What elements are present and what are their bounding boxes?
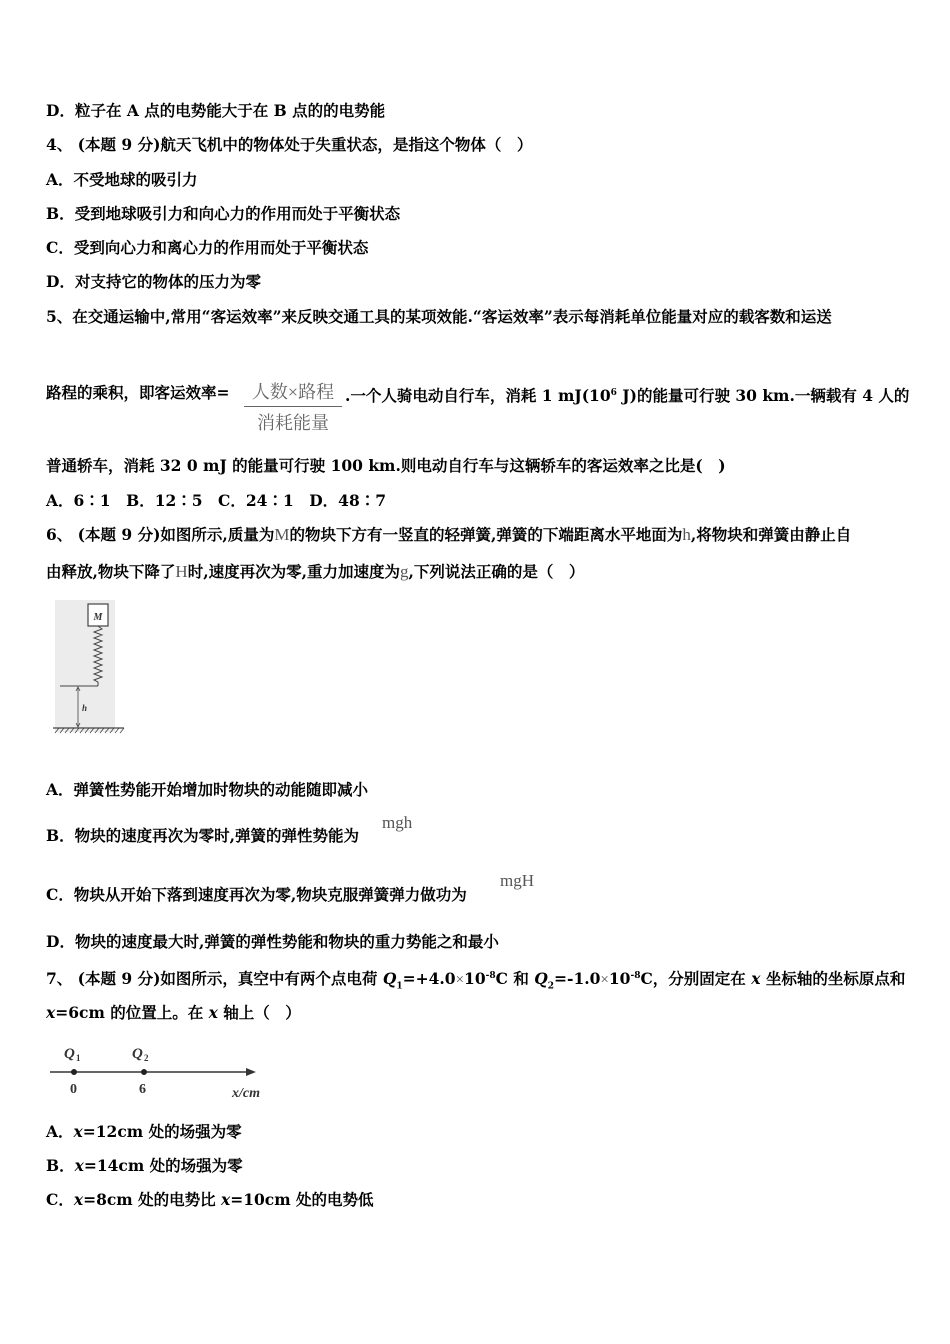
q6-stem-line2 [46, 562, 584, 582]
q7-charge-q1: Q [382, 969, 397, 989]
fraction-numerator: 人数×路程 [244, 378, 342, 407]
q6-text: 时,速度再次为零,重力加速度为 [187, 562, 400, 581]
q6-math-M: M [274, 525, 290, 544]
q5-stem-line2-start: 路程的乘积，即客运效率= [46, 383, 230, 402]
q4-stem: 4、 (本题 9 分)航天飞机中的物体处于失重状态，是指这个物体（ ） [46, 135, 533, 154]
x-axis-arrow [246, 1068, 256, 1076]
mass-block-label: M [93, 612, 103, 623]
q7-stem-line2 [46, 1003, 301, 1023]
q7-var-x: x [221, 1190, 231, 1209]
q7-subscript: 1 [396, 981, 403, 992]
q6-option-c-math: mgH [500, 871, 534, 890]
q6-option-a: A．弹簧性势能开始增加时物块的动能随即减小 [46, 780, 369, 799]
q6-text: 6、 (本题 9 分)如图所示,质量为 [46, 525, 275, 544]
q7-var-x: x [208, 1003, 218, 1022]
q6-math-h: h [682, 525, 691, 544]
q6-text: ,下列说法正确的是（ ） [408, 562, 585, 581]
q7-var-x: x [46, 1003, 56, 1022]
option-text: =12cm 处的场强为零 [82, 1122, 242, 1141]
q7-text: 坐标轴的坐标原点和 [760, 969, 906, 989]
option-prefix: C． [46, 1190, 74, 1209]
height-label: h [82, 703, 88, 713]
q2-point [141, 1069, 147, 1075]
q6-spring-figure [50, 600, 130, 738]
option-text: =10cm 处的电势低 [230, 1190, 374, 1209]
q7-charge-q2: Q [534, 969, 548, 989]
q5-options: A．6∶1 B．12∶5 C．24∶1 D．48∶7 [46, 491, 387, 510]
q6-option-c: C．物块从开始下落到速度再次为零,物块克服弹簧弹力做功为 [46, 885, 467, 904]
q7-var-x: x [751, 969, 761, 989]
q7-var-x: x [73, 1122, 83, 1141]
q5-exponent: 6 [610, 388, 617, 398]
q7-text: 10 [608, 969, 631, 989]
q6-stem-line1 [46, 525, 851, 545]
axis-unit-label: x/cm [232, 1086, 260, 1101]
q7-option-a [46, 1122, 242, 1142]
q7-text: =+4.0 [402, 969, 456, 989]
q4-option-a: A．不受地球的吸引力 [46, 170, 198, 189]
q4-option-d: D．对支持它的物体的压力为零 [46, 272, 261, 291]
q5-text: .一个人骑电动自行车，消耗 1 mJ(10 [345, 386, 611, 406]
q7-exponent: -8 [485, 971, 496, 981]
q7-exponent: -8 [630, 971, 641, 981]
q7-axis-figure [46, 1040, 286, 1106]
q7-text: 7、 (本题 9 分)如图所示，真空中有两个点电荷 [46, 969, 383, 989]
q7-var-x: x [74, 1156, 84, 1175]
q2-label: Q [132, 1046, 143, 1062]
q7-text: =6cm 的位置上。在 [55, 1003, 209, 1022]
option-text: =8cm 处的电势比 [83, 1190, 221, 1209]
q5-text: J)的能量可行驶 30 km.一辆载有 4 人的 [616, 386, 910, 406]
option-text: =14cm 处的场强为零 [83, 1156, 243, 1175]
q7-option-c [46, 1190, 374, 1210]
q7-text: 10 [464, 969, 486, 989]
q7-option-b [46, 1156, 243, 1176]
option-prefix: B． [46, 1156, 75, 1175]
tick-6-label: 6 [139, 1082, 146, 1097]
q1-label: Q [64, 1046, 75, 1062]
q6-option-b-math: mgh [382, 813, 413, 832]
option-prefix: A． [46, 1122, 74, 1141]
q2-subscript: 2 [144, 1053, 149, 1063]
q4-option-c: C．受到向心力和离心力的作用而处于平衡状态 [46, 238, 369, 257]
q6-math-g: g [399, 562, 409, 581]
q7-stem-line1 [46, 966, 905, 996]
fraction-denominator: 消耗能量 [257, 413, 329, 433]
times-sign: × [600, 972, 609, 989]
q7-subscript: 2 [547, 981, 555, 992]
q6-option-d: D．物块的速度最大时,弹簧的弹性势能和物块的重力势能之和最小 [46, 932, 499, 951]
q7-text: C，分别固定在 [640, 969, 752, 989]
q6-text: 的物块下方有一竖直的轻弹簧,弹簧的下端距离水平地面为 [289, 525, 683, 544]
q1-subscript: 1 [76, 1053, 81, 1063]
q5-stem-line3: 普通轿车，消耗 32 0 mJ 的能量可行驶 100 km.则电动自行车与这辆轿车的客运效率之比是( ) [46, 456, 726, 475]
q5-stem-line1: 5、在交通运输中,常用“客运效率”来反映交通工具的某项效能.“客运效率”表示每消耗单位能量对应的载客数和运送 [46, 307, 832, 326]
q6-option-b: B．物块的速度再次为零时,弹簧的弹性势能为 [46, 826, 359, 845]
q7-text: 轴上（ ） [217, 1003, 301, 1022]
q1-point [71, 1069, 77, 1075]
times-sign: × [455, 972, 465, 989]
q7-text: =-1.0 [554, 969, 601, 989]
q5-efficiency-fraction [244, 378, 342, 435]
q6-text: ,将物块和弹簧由静止自 [690, 525, 852, 544]
q4-option-b: B．受到地球吸引力和向心力的作用而处于平衡状态 [46, 204, 401, 223]
q7-var-x: x [73, 1190, 84, 1209]
q6-text: 由释放,物块下降了 [46, 562, 176, 581]
q7-text: C 和 [495, 969, 535, 989]
q3-option-d: D．粒子在 A 点的电势能大于在 B 点的的电势能 [46, 101, 386, 120]
tick-0-label: 0 [70, 1082, 77, 1097]
q5-stem-line2-end [345, 383, 909, 406]
q6-math-H: H [175, 562, 188, 581]
